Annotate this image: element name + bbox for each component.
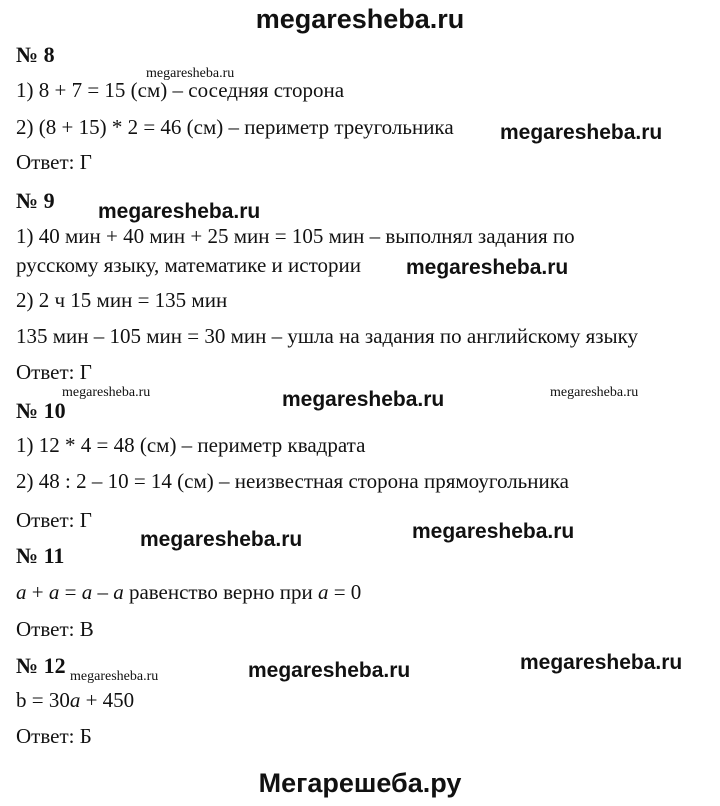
watermark-large: megaresheba.ru xyxy=(248,659,411,682)
task-11-number: № 11 xyxy=(16,543,65,568)
watermark-large: megaresheba.ru xyxy=(282,388,445,411)
watermark-large: megaresheba.ru xyxy=(98,200,261,223)
task-9-line-1: 1) 40 мин + 40 мин + 25 мин = 105 мин – выполнял задания по xyxy=(16,224,575,248)
task-10-number: № 10 xyxy=(16,398,66,423)
task-8-answer: Ответ: Г xyxy=(16,150,92,174)
task-9-line-2: русскому языку, математике и истории xyxy=(16,253,361,277)
watermark-small: megaresheba.ru xyxy=(62,385,151,400)
task-8-line-1: 1) 8 + 7 = 15 (см) – соседняя сторона xyxy=(16,78,345,102)
watermark-large: megaresheba.ru xyxy=(406,256,569,279)
task-8-line-2: 2) (8 + 15) * 2 = 46 (см) – периметр треугольника xyxy=(16,115,454,139)
task-9-answer: Ответ: Г xyxy=(16,360,92,384)
watermark-large: megaresheba.ru xyxy=(412,520,575,543)
task-9-number: № 9 xyxy=(16,188,55,213)
watermark-small: megaresheba.ru xyxy=(146,66,235,81)
site-header: megaresheba.ru xyxy=(255,4,465,34)
task-11-equation: a + a = a – a равенство верно при a = 0 xyxy=(16,580,362,604)
task-9-line-4: 135 мин – 105 мин = 30 мин – ушла на задания по английскому языку xyxy=(16,324,639,348)
task-10-line-1: 1) 12 * 4 = 48 (см) – периметр квадрата xyxy=(16,433,366,457)
task-12-answer: Ответ: Б xyxy=(16,724,92,748)
task-9-line-3: 2) 2 ч 15 мин = 135 мин xyxy=(16,288,228,312)
task-10-answer: Ответ: Г xyxy=(16,508,92,532)
task-8-number: № 8 xyxy=(16,42,55,67)
task-10-line-2: 2) 48 : 2 – 10 = 14 (см) – неизвестная сторона прямоугольника xyxy=(16,469,569,493)
task-12-formula: b = 30a + 450 xyxy=(16,688,135,712)
watermark-large: megaresheba.ru xyxy=(500,121,663,144)
watermark-small: megaresheba.ru xyxy=(70,669,159,684)
watermark-large: megaresheba.ru xyxy=(520,651,683,674)
watermark-large: megaresheba.ru xyxy=(140,528,303,551)
watermark-small: megaresheba.ru xyxy=(550,385,639,400)
task-11-answer: Ответ: В xyxy=(16,617,94,641)
site-footer: Мегарешеба.ру xyxy=(258,768,462,798)
task-12-number: № 12 xyxy=(16,653,66,678)
